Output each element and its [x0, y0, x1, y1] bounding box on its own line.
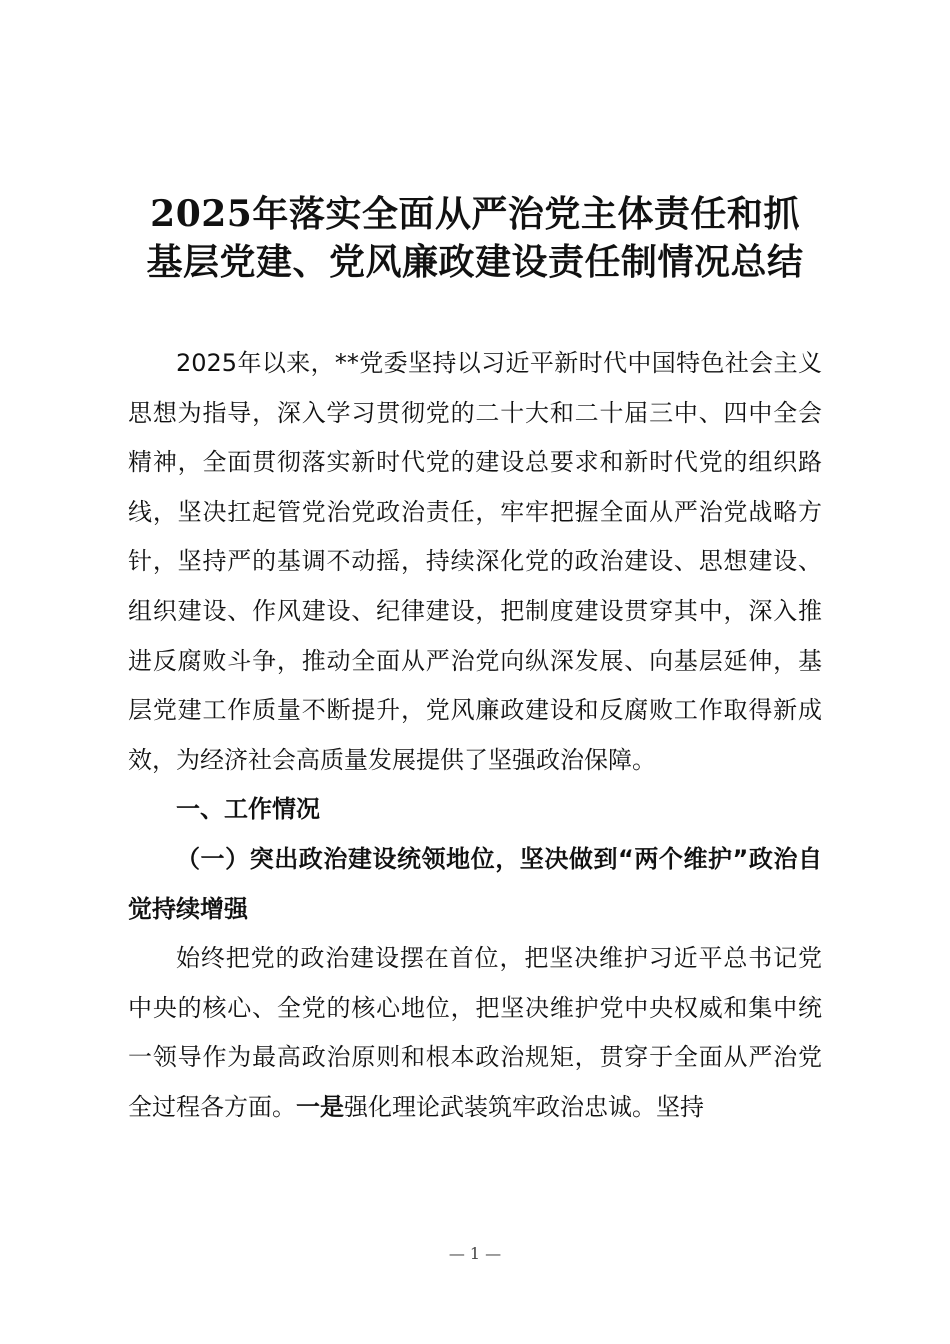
title-line-1: 2025年落实全面从严治党主体责任和抓	[150, 193, 800, 235]
document-body	[128, 339, 822, 1133]
subsection-paragraph	[128, 934, 822, 1132]
paragraph-text-continued: 强化理论武装筑牢政治忠诚。坚持	[344, 1092, 704, 1121]
paragraph-text: 始终把党的政治建设摆在首位，把坚决维护习近平总书记党中央的核心、全党的核心地位，把坚决维护党中央权威和集中统一领导作为最高政治原则和根本政治规矩，贯穿于全面从严治党全过程各方面。	[128, 944, 822, 1121]
bold-lead-text: 一是	[296, 1092, 344, 1121]
subsection-heading: （一）突出政治建设统领地位，坚决做到“两个维护”政治自觉持续增强	[128, 844, 822, 923]
intro-paragraph: 2025年以来，**党委坚持以习近平新时代中国特色社会主义思想为指导，深入学习贯彻党的二十大和二十届三中、四中全会精神，全面贯彻落实新时代党的建设总要求和新时代党的组织路线，坚决扛起管党治党政治责任，牢牢把握全面从严治党战略方针，坚持严的基调不动摇，持续深化党的政治建设、思想建设、组织建设、作风建设、纪律建设，把制度建设贯穿其中，深入推进反腐败斗争，推动全面从严治党向纵深发展、向基层延伸，基层党建工作质量不断提升，党风廉政建设和反腐败工作取得新成效，为经济社会高质量发展提供了坚强政治保障。	[128, 349, 822, 774]
page-number: — 1 —	[448, 1244, 502, 1263]
section-heading: 一、工作情况	[176, 795, 320, 824]
title-line-2: 基层党建、党风廉政建设责任制情况总结	[146, 241, 804, 283]
document-title	[100, 190, 850, 286]
